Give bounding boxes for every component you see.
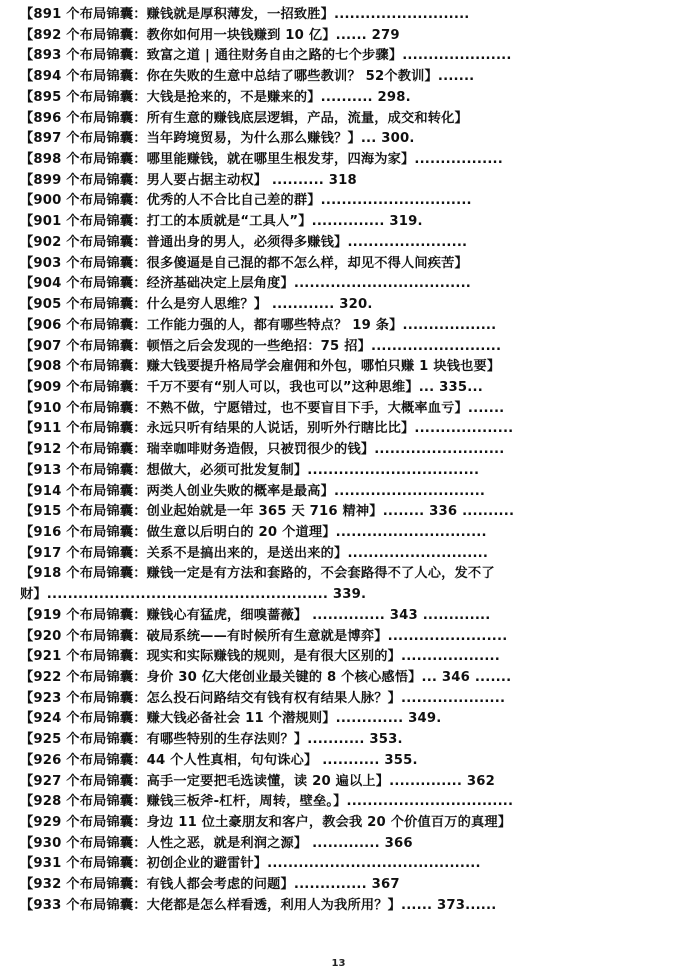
toc-entry: 【932 个布局锦囊：有钱人都会考虑的问题】.............. 367 xyxy=(20,877,400,893)
page-number: 13 xyxy=(331,958,346,969)
toc-entry: 【895 个布局锦囊：大钱是抢来的，不是赚来的】.......... 298. xyxy=(20,89,411,105)
toc-entry: 【913 个布局锦囊：想做大，必须可批发复制】................................. xyxy=(20,462,480,478)
toc-entry: 【927 个布局锦囊：高手一定要把毛选读懂，读 20 遍以上】.............. 362 xyxy=(20,773,496,789)
toc-entry: 【905 个布局锦囊：什么是穷人思维？】 ............ 320. xyxy=(20,297,373,313)
toc-entry: 【919 个布局锦囊：赚钱心有猛虎，细嗅蔷薇】 .............. 343 ............. xyxy=(20,607,491,623)
toc-entry: 【915 个布局锦囊：创业起始就是一年 365 天 716 精神】........ 336 .......... xyxy=(20,504,515,520)
toc-entry: 【894 个布局锦囊：你在失败的生意中总结了哪些教训？ 52个教训】....... xyxy=(20,69,475,85)
toc-entry: 【908 个布局锦囊：赚大钱要提升格局学会雇佣和外包，哪怕只赚 1 块钱也要】 xyxy=(20,359,501,375)
toc-entry: 【903 个布局锦囊：很多傻逼是自己混的都不怎么样，却见不得人间疾苦】 xyxy=(20,255,468,271)
toc-entry: 【910 个布局锦囊：不熟不做，宁愿错过，也不要盲目下手，大概率血亏】....... xyxy=(20,400,505,416)
toc-entry: 【921 个布局锦囊：现实和实际赚钱的规则，是有很大区别的】................... xyxy=(20,649,500,665)
toc-entry: 【917 个布局锦囊：关系不是搞出来的，是送出来的】........................... xyxy=(20,545,489,561)
table-of-contents xyxy=(20,5,660,917)
toc-entry: 【898 个布局锦囊：哪里能赚钱，就在哪里生根发芽，四海为家】................. xyxy=(20,152,503,168)
toc-entry: 【891 个布局锦囊：赚钱就是厚积薄发，一招致胜】.......................... xyxy=(20,7,470,22)
toc-entry: 【926 个布局锦囊：44 个人性真相，句句诛心】 ........... 355. xyxy=(20,752,418,768)
toc-entry: 【909 个布局锦囊：千万不要有“别人可以，我也可以”这种思维】... 335... xyxy=(20,379,483,395)
toc-entry: 【893 个布局锦囊：致富之道 | 通往财务自由之路的七个步骤】..................... xyxy=(20,48,512,64)
toc-entry: 【930 个布局锦囊：人性之恶，就是利润之源】 ............. 366 xyxy=(20,835,413,851)
toc-entry: 【920 个布局锦囊：破局系统——有时候所有生意就是博弈】....................... xyxy=(20,628,508,644)
toc-entry: 【902 个布局锦囊：普通出身的男人，必须得多赚钱】....................... xyxy=(20,234,468,250)
toc-entry: 【911 个布局锦囊：永远只听有结果的人说话，别听外行瞎比比】................... xyxy=(20,421,514,437)
toc-entry: 【933 个布局锦囊：大佬都是怎么样看透，利用人为我所用？】...... 373...... xyxy=(20,897,497,913)
toc-entry: 【923 个布局锦囊：怎么投石问路结交有钱有权有结果人脉？】.................... xyxy=(20,690,506,706)
toc-entry: 【916 个布局锦囊：做生意以后明白的 20 个道理】............................. xyxy=(20,524,487,540)
toc-entry: 【897 个布局锦囊：当年跨境贸易，为什么那么赚钱？】... 300. xyxy=(20,131,415,147)
toc-entry: 【892 个布局锦囊：教你如何用一块钱赚到 10 亿】...... 279 xyxy=(20,27,400,43)
toc-entry: 【918 个布局锦囊：赚钱一定是有方法和套路的，不会套路得不了人心，发不了 xyxy=(20,566,495,582)
toc-entry: 【931 个布局锦囊：初创企业的避雷针】......................................... xyxy=(20,856,481,872)
toc-entry: 【928 个布局锦囊：赚钱三板斧-杠杆，周转，壁垒。】................................ xyxy=(20,794,514,810)
toc-entry: 【904 个布局锦囊：经济基础决定上层角度】.................................. xyxy=(20,276,472,292)
toc-entry: 【896 个布局锦囊：所有生意的赚钱底层逻辑，产品，流量，成交和转化】 xyxy=(20,110,468,126)
toc-entry: 【925 个布局锦囊：有哪些特别的生存法则？】........... 353. xyxy=(20,732,403,748)
toc-entry: 【906 个布局锦囊：工作能力强的人，都有哪些特点？ 19 条】.................. xyxy=(20,317,497,333)
toc-entry: 【899 个布局锦囊：男人要占据主动权】 .......... 318 xyxy=(20,172,357,188)
toc-entry: 【912 个布局锦囊：瑞幸咖啡财务造假，只被罚很少的钱】......................... xyxy=(20,442,505,458)
toc-entry: 【901 个布局锦囊：打工的本质就是“工具人”】.............. 319. xyxy=(20,214,423,230)
toc-entry: 【900 个布局锦囊：优秀的人不合比自己差的群】............................. xyxy=(20,193,472,209)
toc-entry: 【907 个布局锦囊：顿悟之后会发现的一些绝招：75 招】......................... xyxy=(20,338,502,354)
toc-entry: 【922 个布局锦囊：身价 30 亿大佬创业最关键的 8 个核心感悟】... 346 ....... xyxy=(20,670,512,685)
toc-entry: 财】...................................................... 339. xyxy=(20,587,367,603)
toc-entry: 【929 个布局锦囊：身边 11 位土豪朋友和客户，教会我 20 个价值百万的真理】 xyxy=(20,815,512,831)
toc-entry: 【914 个布局锦囊：两类人创业失败的概率是最高】............................. xyxy=(20,483,486,499)
toc-entry: 【924 个布局锦囊：赚大钱必备社会 11 个潜规则】............. 349. xyxy=(20,711,442,727)
